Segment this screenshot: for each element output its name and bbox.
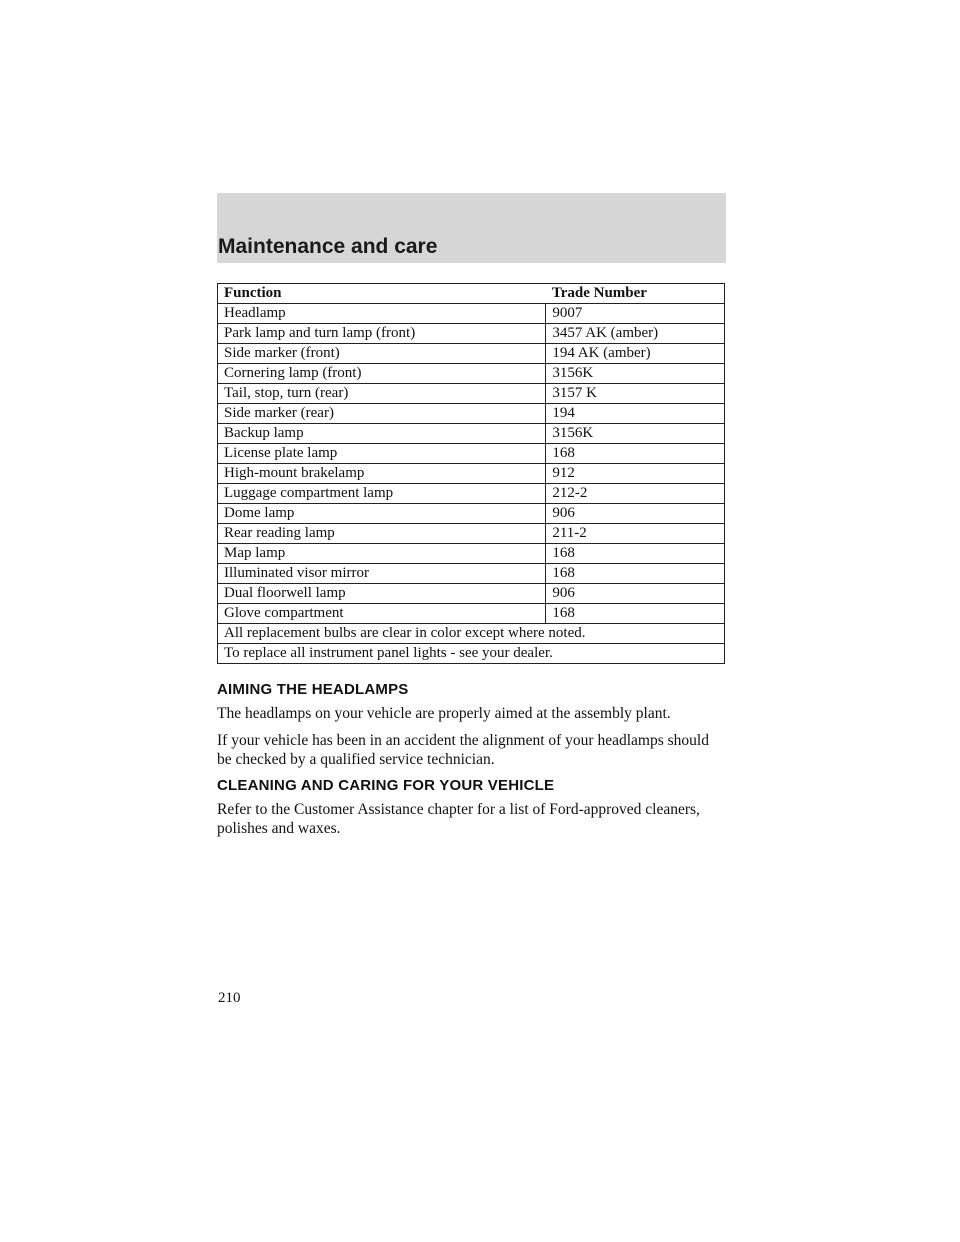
table-row [218, 384, 725, 404]
table-row [218, 604, 725, 624]
trade-number-cell: 3156K [546, 364, 725, 384]
table-row [218, 584, 725, 604]
function-cell: Cornering lamp (front) [218, 364, 546, 384]
trade-number-cell: 3457 AK (amber) [546, 324, 725, 344]
table-row [218, 544, 725, 564]
function-cell: Glove compartment [218, 604, 546, 624]
section-cleaning [217, 777, 737, 838]
trade-number-cell: 168 [546, 564, 725, 584]
function-cell: Map lamp [218, 544, 546, 564]
table-row [218, 364, 725, 384]
table-row [218, 484, 725, 504]
table-note: All replacement bulbs are clear in color except where noted. [218, 624, 725, 644]
trade-number-cell: 168 [546, 604, 725, 624]
table-row [218, 444, 725, 464]
table-row [218, 464, 725, 484]
function-cell: High-mount brakelamp [218, 464, 546, 484]
paragraph: Refer to the Customer Assistance chapter for a list of Ford-approved cleaners, polishes and waxes. [217, 801, 700, 837]
function-cell: Tail, stop, turn (rear) [218, 384, 546, 404]
table-row [218, 524, 725, 544]
table-row [218, 424, 725, 444]
function-cell: Illuminated visor mirror [218, 564, 546, 584]
table-header-row [218, 284, 725, 304]
trade-number-cell: 3156K [546, 424, 725, 444]
trade-number-cell: 212-2 [546, 484, 725, 504]
section-heading: CLEANING AND CARING FOR YOUR VEHICLE [217, 777, 555, 794]
trade-number-cell: 912 [546, 464, 725, 484]
function-cell: Backup lamp [218, 424, 546, 444]
function-cell: License plate lamp [218, 444, 546, 464]
chapter-title: Maintenance and care [218, 235, 438, 258]
table-row [218, 324, 725, 344]
trade-number-cell: 211-2 [546, 524, 725, 544]
trade-number-cell: 3157 K [546, 384, 725, 404]
table-row [218, 504, 725, 524]
function-cell: Park lamp and turn lamp (front) [218, 324, 546, 344]
column-header-trade-number: Trade Number [546, 284, 725, 304]
table-note: To replace all instrument panel lights - see your dealer. [218, 644, 725, 664]
function-cell: Headlamp [218, 304, 546, 324]
table-note-row [218, 644, 725, 664]
main-content [217, 681, 737, 846]
paragraph: The headlamps on your vehicle are properly aimed at the assembly plant. [217, 705, 671, 722]
paragraph: If your vehicle has been in an accident the alignment of your headlamps should be checked by a qualified service technician. [217, 732, 709, 768]
bulb-table [217, 283, 725, 664]
trade-number-cell: 168 [546, 444, 725, 464]
function-cell: Dual floorwell lamp [218, 584, 546, 604]
trade-number-cell: 906 [546, 504, 725, 524]
function-cell: Rear reading lamp [218, 524, 546, 544]
table-row [218, 564, 725, 584]
trade-number-cell: 9007 [546, 304, 725, 324]
function-cell: Side marker (rear) [218, 404, 546, 424]
trade-number-cell: 194 [546, 404, 725, 424]
section-aiming-headlamps [217, 681, 737, 769]
trade-number-cell: 194 AK (amber) [546, 344, 725, 364]
table-note-row [218, 624, 725, 644]
table-row [218, 344, 725, 364]
function-cell: Dome lamp [218, 504, 546, 524]
function-cell: Side marker (front) [218, 344, 546, 364]
trade-number-cell: 168 [546, 544, 725, 564]
function-cell: Luggage compartment lamp [218, 484, 546, 504]
table-row [218, 304, 725, 324]
section-heading: AIMING THE HEADLAMPS [217, 681, 409, 698]
trade-number-cell: 906 [546, 584, 725, 604]
column-header-function: Function [218, 284, 546, 304]
page-number: 210 [218, 990, 241, 1006]
table-row [218, 404, 725, 424]
